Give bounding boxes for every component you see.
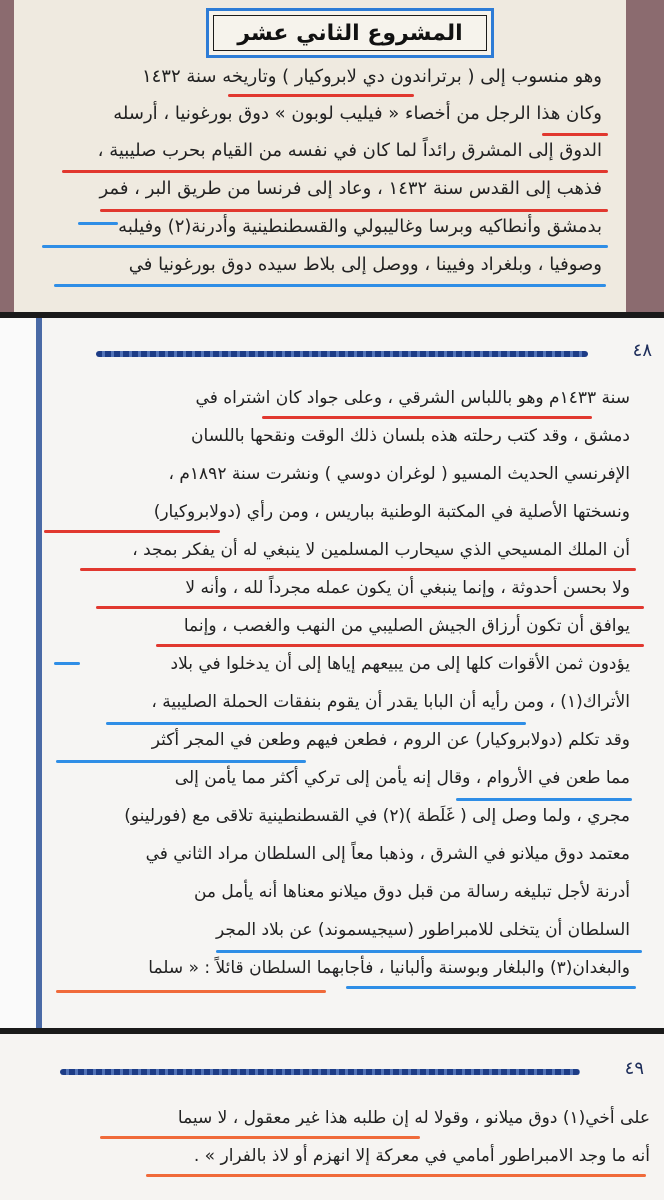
blue-underline bbox=[54, 662, 80, 665]
blue-underline bbox=[216, 950, 642, 953]
red-underline bbox=[262, 416, 592, 419]
blue-underline bbox=[106, 722, 526, 725]
text-line: الإفرنسي الحديث المسيو ( لوغران دوسي ) ونشرت سنة ١٨٩٢م ، bbox=[168, 464, 630, 484]
text-line: دمشق ، وقد كتب رحلته هذه بلسان ذلك الوقت ونقحها باللسان bbox=[191, 426, 630, 446]
page-spine bbox=[36, 318, 42, 1028]
text-line: وهو منسوب إلى ( برتراندون دي لابروكيار ) وتاريخه سنة ١٤٣٢ bbox=[141, 66, 602, 87]
red-underline bbox=[156, 644, 644, 647]
text-line: أنه ما وجد الامبراطور أمامي في معركة إلا انهزم أو لاذ بالفرار » . bbox=[193, 1146, 650, 1166]
page-crop-bottom bbox=[0, 1034, 664, 1200]
page-number: ٤٩ bbox=[624, 1058, 644, 1079]
page-header bbox=[96, 342, 652, 362]
red-underline bbox=[100, 209, 608, 212]
text-line: ولا بحسن أحدوثة ، وإنما ينبغي أن يكون عمله مجرداً لله ، وأنه لا bbox=[185, 578, 630, 598]
text-line: سنة ١٤٣٣م وهو باللباس الشرقي ، وعلى جواد كان اشتراه في bbox=[195, 388, 630, 408]
page-number: ٤٨ bbox=[632, 340, 652, 361]
text-line: بدمشق وأنطاكيه وبرسا وغاليبولي والقسطنطينية وأدرنة(٢) وفيلبه bbox=[118, 216, 602, 237]
blue-underline bbox=[42, 245, 608, 248]
orange-underline bbox=[56, 990, 326, 993]
decorative-rule bbox=[60, 1069, 580, 1075]
red-underline bbox=[96, 606, 644, 609]
text-line: مجري ، ولما وصل إلى ( غَلَطة )(٢) في القسطنطينية تلاقى مع (فورلينو) bbox=[124, 806, 630, 826]
text-line: أدرنة لأجل تبليغه رسالة من قبل دوق ميلانو معناها أنه يأمل من bbox=[193, 882, 630, 902]
text-line: وكان هذا الرجل من أخصاء « فيليب لوبون » دوق بورغونيا ، أرسله bbox=[113, 103, 602, 124]
text-line: معتمد دوق ميلانو في الشرق ، وذهبا معاً إلى السلطان مراد الثاني في bbox=[145, 844, 630, 864]
text-line: الدوق إلى المشرق رائداً لما كان في نفسه من القيام بحرب صليبية ، bbox=[97, 140, 602, 161]
text-line: الأتراك(١) ، ومن رأيه أن البابا يقدر أن يقوم بنفقات الحملة الصليبية ، bbox=[151, 692, 630, 712]
chapter-title: المشروع الثاني عشر bbox=[237, 20, 463, 46]
blue-underline bbox=[456, 798, 632, 801]
text-line: والبغدان(٣) والبلغار وبوسنة وألبانيا ، فأجابهما السلطان قائلاً : « سلما bbox=[148, 958, 630, 978]
text-line: يوافق أن تكون أرزاق الجيش الصليبي من النهب والغصب ، وإنما bbox=[183, 616, 630, 636]
page-header bbox=[60, 1060, 644, 1080]
blue-underline bbox=[346, 986, 636, 989]
text-line: وصوفيا ، وبلغراد وفيينا ، ووصل إلى بلاط سيده دوق بورغونيا في bbox=[128, 254, 602, 275]
book-page bbox=[36, 318, 664, 1028]
book-page bbox=[14, 0, 626, 312]
blue-underline bbox=[54, 284, 606, 287]
text-line: ونسختها الأصلية في المكتبة الوطنية بباريس ، ومن رأي (دولابروكيار) bbox=[153, 502, 630, 522]
orange-underline bbox=[146, 1174, 646, 1177]
chapter-title-box bbox=[206, 8, 494, 58]
page-crop-top bbox=[0, 0, 664, 312]
text-line: مما طعن في الأروام ، وقال إنه يأمن إلى تركي أكثر مما يأمن إلى bbox=[174, 768, 630, 788]
red-underline bbox=[62, 170, 608, 173]
blue-underline bbox=[78, 222, 118, 225]
text-line: السلطان أن يتخلى للامبراطور (سيجيسموند) عن بلاد المجر bbox=[216, 920, 630, 940]
red-underline bbox=[228, 94, 414, 97]
text-line: وقد تكلم (دولابروكيار) عن الروم ، فطعن فيهم وطعن في المجر أكثر bbox=[151, 730, 630, 750]
red-underline bbox=[80, 568, 636, 571]
text-line: يؤدون ثمن الأقوات كلها إلى من يبيعهم إياها إلى أن يدخلوا في بلاد bbox=[170, 654, 630, 674]
red-underline bbox=[542, 133, 608, 136]
text-line: على أخي(١) دوق ميلانو ، وقولا له إن طلبه هذا غير معقول ، لا سيما bbox=[177, 1108, 650, 1128]
page-crop-middle bbox=[0, 318, 664, 1028]
blue-underline bbox=[56, 760, 306, 763]
text-line: أن الملك المسيحي الذي سيحارب المسلمين لا ينبغي له أن يفكر بمجد ، bbox=[132, 540, 630, 560]
text-line: فذهب إلى القدس سنة ١٤٣٢ ، وعاد إلى فرنسا من طريق البر ، فمر bbox=[99, 178, 602, 199]
orange-underline bbox=[100, 1136, 420, 1139]
decorative-rule bbox=[96, 351, 588, 357]
red-underline bbox=[44, 530, 220, 533]
